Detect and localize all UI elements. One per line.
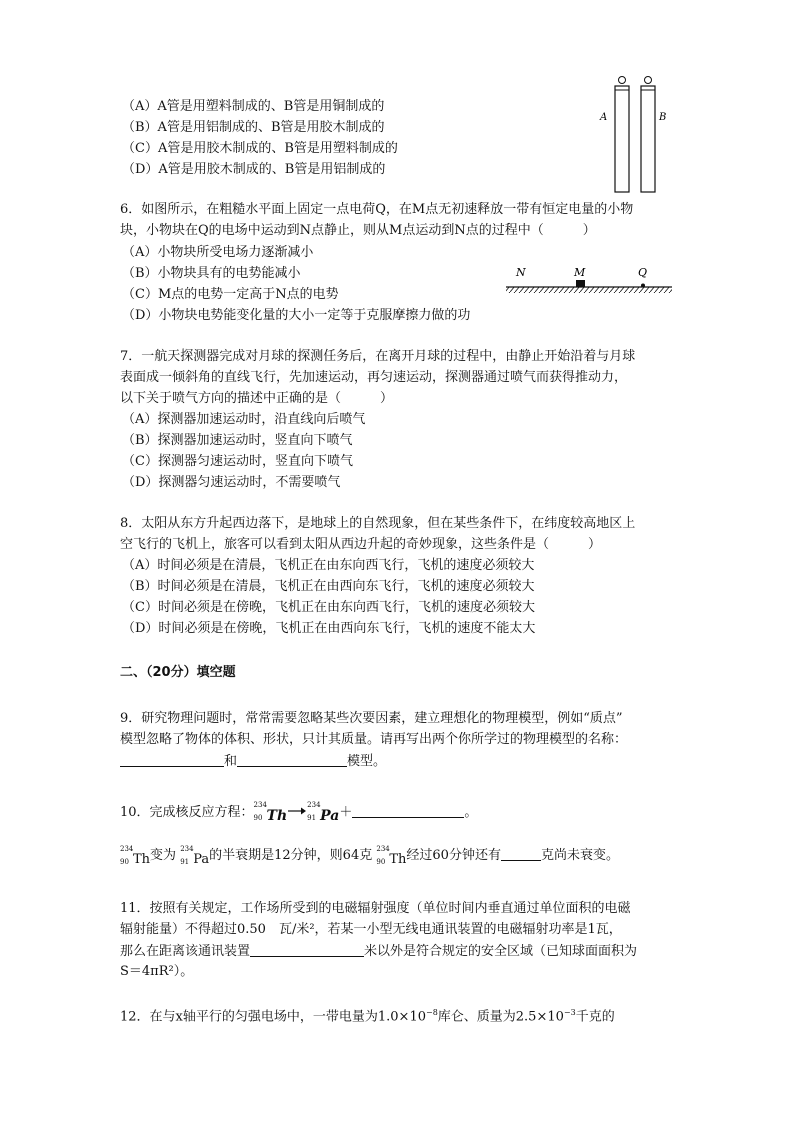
q10-equation-line <box>120 802 477 827</box>
label-q: Q <box>638 266 648 279</box>
q8-stem-line1: 8．太阳从东方升起西边落下，是地球上的自然现象，但在某些条件下，在纬度较高地区上 <box>120 516 636 531</box>
q11-line1: 11．按照有关规定，工作场所受到的电磁辐射强度（单位时间内垂直通过单位面积的电磁 <box>120 901 631 916</box>
q9-blank-2[interactable] <box>237 751 347 767</box>
q6-option-b: （B）小物块具有的电势能减小 <box>122 266 301 281</box>
th-nuclide-a: 234 90 Th <box>120 845 151 867</box>
q5-tubes-figure <box>595 74 675 198</box>
q12-text-a: 12．在与x轴平行的匀强电场中，一带电量为1.0×10 <box>120 1009 426 1025</box>
section-2-title: 二、（20分）填空题 <box>120 665 236 680</box>
q9-answer-line <box>120 751 386 772</box>
q10-pa-nuclide <box>307 801 340 827</box>
charge-q <box>641 284 645 288</box>
label-n: N <box>516 266 526 279</box>
q10-end: 。 <box>464 805 478 820</box>
reaction-arrow-icon <box>287 806 307 816</box>
q10-text-a: 变为 <box>150 848 177 863</box>
q7-option-c: （C）探测器匀速运动时，竖直向下喷气 <box>122 454 353 469</box>
q10-th-nuclide <box>253 801 288 827</box>
tube-b-label: B <box>659 112 667 123</box>
q12-line1 <box>120 1003 615 1027</box>
q9-stem-line2: 模型忽略了物体的体积、形状，只计其质量。请再写出两个你所学过的物理模型的名称： <box>120 732 628 747</box>
q10-halflife-line <box>120 845 619 870</box>
q6-option-a: （A）小物块所受电场力逐渐减小 <box>122 245 314 260</box>
q8-option-d: （D）时间必须是在傍晚，飞机正在由西向东飞行，飞机的速度不能太大 <box>122 621 536 636</box>
q7-stem-line1: 7．一航天探测器完成对月球的探测任务后，在离开月球的过程中，由静止开始沿着与月球 <box>120 349 636 364</box>
q6-stem-line2: 块，小物块在Q的电场中运动到N点静止，则从M点运动到N点的过程中（ ） <box>120 223 596 238</box>
q9-blank-1[interactable] <box>120 751 224 767</box>
q9-stem-line1: 9．研究物理问题时，常常需要忽略某些次要因素，建立理想化的物理模型，例如“质点” <box>120 711 623 726</box>
tube-b <box>641 86 655 192</box>
tube-a <box>615 86 629 192</box>
q12-text-b: 库仑、质量为2.5×10 <box>437 1009 564 1025</box>
th-z: 90 <box>253 814 263 822</box>
q11-blank-distance[interactable] <box>250 941 364 957</box>
q10-blank-mass[interactable] <box>501 845 541 861</box>
q5-option-b: （B）A管是用铝制成的、B管是用胶木制成的 <box>122 120 385 135</box>
q11-line4: S＝4πR²）。 <box>120 964 194 979</box>
q11-text-a: 那么在距离该通讯装置 <box>120 944 251 959</box>
th-nuclide-b: 234 90 Th <box>376 845 407 867</box>
q7-option-b: （B）探测器加速运动时，竖直向下喷气 <box>122 433 353 448</box>
th-mass: 234 <box>253 801 267 809</box>
q12-exp-mass: −3 <box>563 1008 576 1017</box>
q5-option-d: （D）A管是用胶木制成的、B管是用铝制成的 <box>122 162 386 177</box>
q10-blank-product[interactable] <box>352 802 464 818</box>
label-m: M <box>574 266 586 279</box>
q10-plus: ＋ <box>339 805 353 820</box>
q7-option-d: （D）探测器匀速运动时，不需要喷气 <box>122 475 341 490</box>
q11-line3 <box>120 941 637 962</box>
q12-text-c: 千克的 <box>575 1009 615 1025</box>
q6-surface-figure <box>500 262 675 298</box>
q10-text-c: 经过60分钟还有 <box>406 848 501 863</box>
q10-lead: 10．完成核反应方程： <box>120 805 254 820</box>
pa-symbol: Pa <box>320 808 340 824</box>
q8-stem-line2: 空飞行的飞机上，旅客可以看到太阳从西边升起的奇妙现象，这些条件是（ ） <box>120 537 602 552</box>
block-m <box>576 280 585 287</box>
q11-line2: 辐射能量）不得超过0.50 瓦/米²，若某一小型无线电通讯装置的电磁辐射功率是1瓦， <box>120 922 622 937</box>
q8-option-c: （C）时间必须是在傍晚，飞机正在由东向西飞行，飞机的速度必须较大 <box>122 600 535 615</box>
q6-option-c: （C）M点的电势一定高于N点的电势 <box>122 287 339 302</box>
pa-nuclide: 234 91 Pa <box>180 845 210 867</box>
q10-text-d: 克尚未衰变。 <box>540 848 619 863</box>
q7-option-a: （A）探测器加速运动时，沿直线向后喷气 <box>122 412 366 427</box>
th-symbol: Th <box>266 808 288 824</box>
pa-mass: 234 <box>307 801 321 809</box>
tube-a-label: A <box>600 112 608 123</box>
q7-stem-line2: 表面成一倾斜角的直线飞行，先加速运动，再匀速运动，探测器通过喷气而获得推动力， <box>120 370 628 385</box>
q7-stem-line3: 以下关于喷气方向的描述中正确的是（ ） <box>120 391 394 406</box>
q9-tail: 模型。 <box>347 754 387 769</box>
q11-text-b: 米以外是符合规定的安全区域（已知球面面积为 <box>364 944 638 959</box>
q9-and: 和 <box>224 754 238 769</box>
q10-text-b: 的半衰期是12分钟，则64克 <box>209 848 373 863</box>
q8-option-a: （A）时间必须是在清晨，飞机正在由东向西飞行，飞机的速度必须较大 <box>122 558 535 573</box>
q5-option-c: （C）A管是用胶木制成的、B管是用塑料制成的 <box>122 141 398 156</box>
q6-option-d: （D）小物块电势能变化量的大小一定等于克服摩擦力做的功 <box>122 308 471 323</box>
q12-exp-charge: −8 <box>425 1008 438 1017</box>
q6-stem-line1: 6．如图所示，在粗糙水平面上固定一点电荷Q，在M点无初速释放一带有恒定电量的小物 <box>120 202 634 217</box>
q8-option-b: （B）时间必须是在清晨，飞机正在由西向东飞行，飞机的速度必须较大 <box>122 579 535 594</box>
q5-option-a: （A）A管是用塑料制成的、B管是用铜制成的 <box>122 99 385 114</box>
pa-z: 91 <box>307 814 317 822</box>
